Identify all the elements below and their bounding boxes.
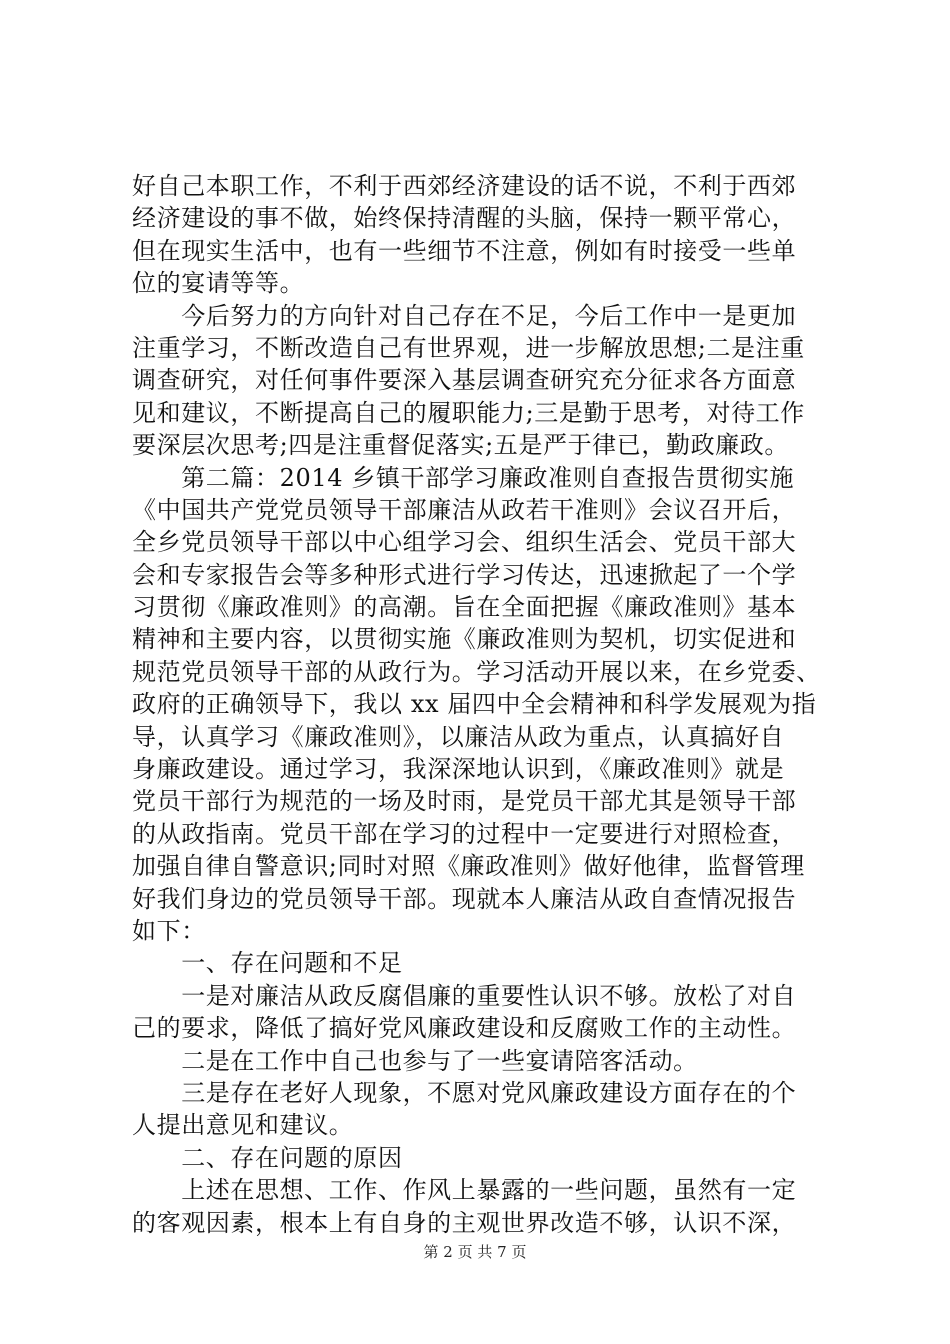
text-line: 今后努力的方向针对自己存在不足，今后工作中一是更加 <box>181 301 797 330</box>
text-line: 身廉政建设。通过学习，我深深地认识到，《廉政准则》就是 <box>132 755 785 784</box>
text-line: 二是在工作中自己也参与了一些宴请陪客活动。 <box>181 1046 698 1075</box>
text-line: 会和专家报告会等多种形式进行学习传达，迅速掀起了一个学 <box>132 560 797 589</box>
page-footer: 第 2 页 共 7 页 <box>423 1243 527 1261</box>
text-line: 二、存在问题的原因 <box>181 1143 403 1172</box>
text-line: 政府的正确领导下，我以 xx 届四中全会精神和科学发展观为指 <box>132 690 817 719</box>
text-line: 《中国共产党党员领导干部廉洁从政若干准则》会议召开后， <box>132 495 797 524</box>
text-line: 加强自律自警意识;同时对照《廉政准则》做好他律，监督管理 <box>132 852 805 881</box>
text-line: 经济建设的事不做，始终保持清醒的头脑，保持一颗平常心， <box>132 204 797 233</box>
text-line: 调查研究，对任何事件要深入基层调查研究充分征求各方面意 <box>132 366 797 395</box>
text-line: 见和建议，不断提高自己的履职能力;三是勤于思考，对待工作 <box>132 398 805 427</box>
text-line: 如下： <box>132 916 206 945</box>
text-line: 第二篇：2014 乡镇干部学习廉政准则自查报告贯彻实施 <box>181 463 795 492</box>
text-line: 的客观因素，根本上有自身的主观世界改造不够，认识不深， <box>132 1208 797 1237</box>
text-line: 己的要求，降低了搞好党风廉政建设和反腐败工作的主动性。 <box>132 1014 797 1043</box>
text-line: 的从政指南。党员干部在学习的过程中一定要进行对照检查， <box>132 819 797 848</box>
text-line: 要深层次思考;四是注重督促落实;五是严于律已，勤政廉政。 <box>132 431 789 460</box>
text-line: 上述在思想、工作、作风上暴露的一些问题，虽然有一定 <box>181 1176 797 1205</box>
text-line: 规范党员领导干部的从政行为。学习活动开展以来，在乡党委、 <box>132 657 821 686</box>
text-line: 位的宴请等等。 <box>132 269 305 298</box>
text-line: 好自己本职工作，不利于西郊经济建设的话不说，不利于西郊 <box>132 172 797 200</box>
text-line: 注重学习，不断改造自己有世界观，进一步解放思想;二是注重 <box>132 333 805 362</box>
text-line: 全乡党员领导干部以中心组学习会、组织生活会、党员干部大 <box>132 528 797 557</box>
text-line: 好我们身边的党员领导干部。现就本人廉洁从政自查情况报告 <box>132 884 797 913</box>
text-line: 习贯彻《廉政准则》的高潮。旨在全面把握《廉政准则》基本 <box>132 593 797 622</box>
text-line: 人提出意见和建议。 <box>132 1111 354 1140</box>
text-line: 但在现实生活中，也有一些细节不注意，例如有时接受一些单 <box>132 236 797 265</box>
text-line: 一是对廉洁从政反腐倡廉的重要性认识不够。放松了对自 <box>181 981 797 1010</box>
text-line: 一、存在问题和不足 <box>181 949 403 978</box>
text-line: 导，认真学习《廉政准则》，以廉洁从政为重点，认真搞好自 <box>132 722 785 751</box>
text-line: 精神和主要内容，以贯彻实施《廉政准则为契机，切实促进和 <box>132 625 797 654</box>
text-line: 党员干部行为规范的一场及时雨，是党员干部尤其是领导干部 <box>132 787 797 816</box>
text-line: 三是存在老好人现象，不愿对党风廉政建设方面存在的个 <box>181 1078 797 1107</box>
document-body <box>132 170 832 1239</box>
